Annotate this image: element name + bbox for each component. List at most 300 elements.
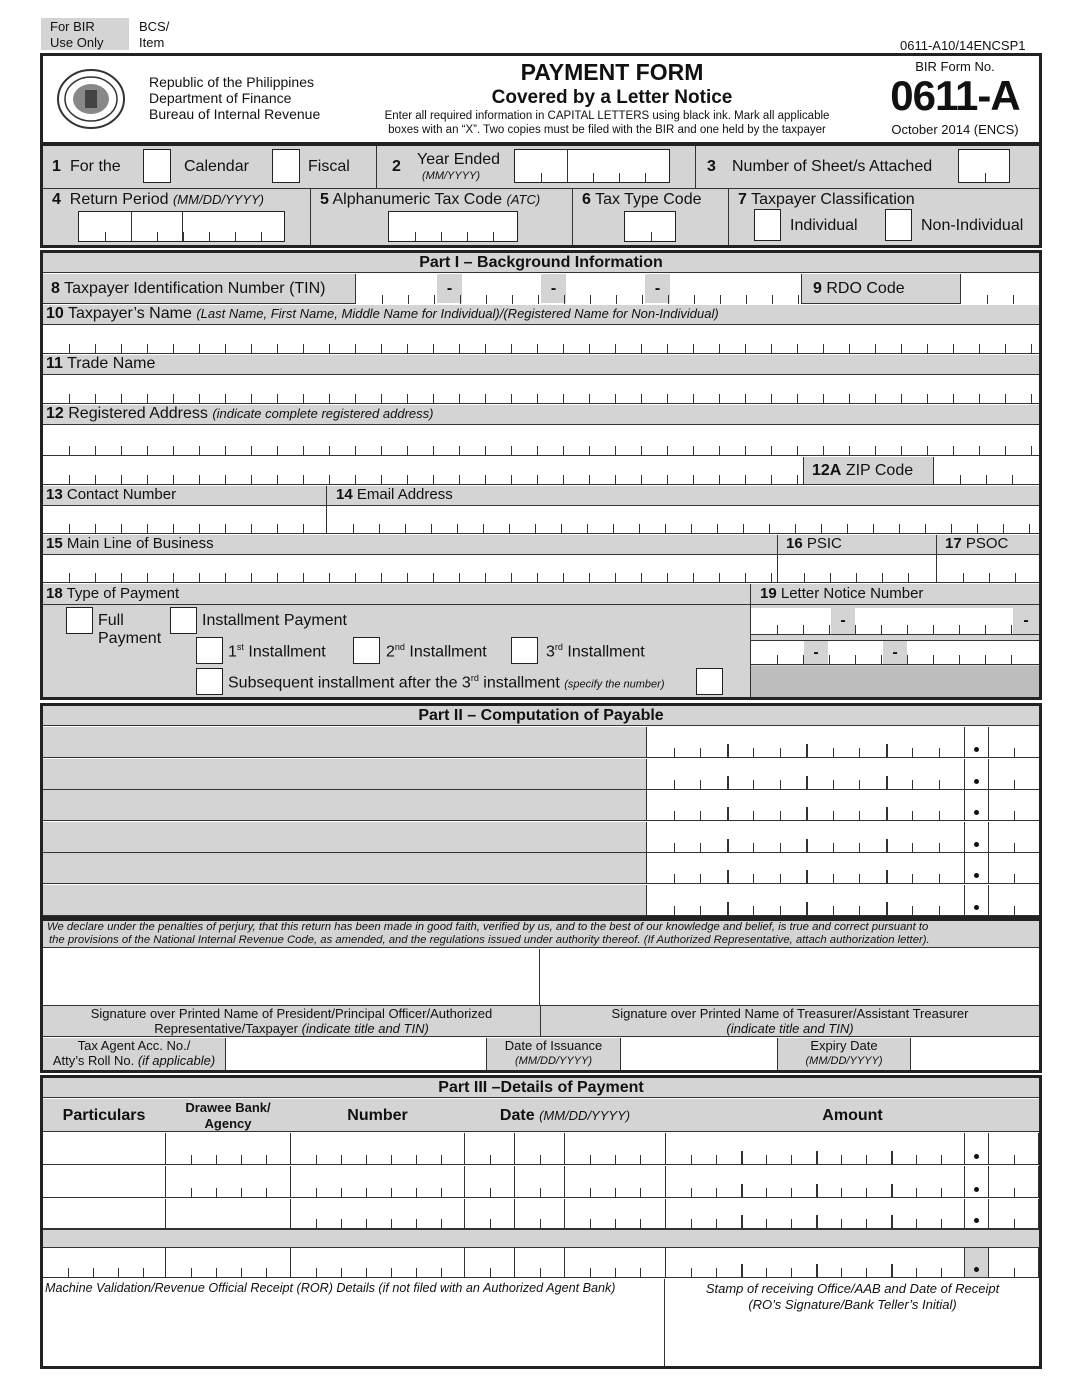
char-tick [891, 1264, 893, 1277]
char-tick [266, 1188, 267, 1197]
char-tick [916, 1155, 917, 1164]
date-dd-input[interactable] [515, 1166, 565, 1198]
char-tick [341, 1268, 342, 1277]
char-tick [329, 446, 330, 455]
third-installment-checkbox[interactable] [511, 637, 538, 664]
char-tick [441, 1219, 442, 1228]
char-tick [979, 344, 980, 353]
calendar-checkbox[interactable] [143, 149, 171, 183]
char-tick [199, 524, 200, 533]
char-tick [833, 748, 834, 757]
tin-dash: - [645, 274, 670, 303]
char-tick [859, 874, 860, 883]
char-tick [266, 1155, 267, 1164]
item-9-label [813, 280, 905, 298]
year-ended-input[interactable] [514, 149, 670, 183]
signature-left-input[interactable] [43, 949, 540, 1005]
date-mm-input[interactable] [465, 1199, 515, 1229]
char-tick [741, 1215, 743, 1228]
char-tick [540, 1188, 541, 1197]
char-tick [823, 394, 824, 403]
psic-input[interactable] [778, 556, 936, 583]
ln-dash: - [831, 608, 855, 634]
atc-abbr: (ATC) [506, 192, 541, 207]
char-tick [407, 394, 408, 403]
full-payment-checkbox[interactable] [66, 607, 93, 634]
char-tick [379, 524, 380, 533]
computation-amount-input[interactable] [646, 727, 964, 758]
char-tick [745, 394, 746, 403]
expiry-format: (MM/DD/YYYY) [805, 1055, 883, 1067]
decimal-cell [964, 790, 988, 821]
computation-cents-input[interactable] [988, 822, 1039, 853]
char-tick [147, 344, 148, 353]
char-tick [615, 475, 616, 484]
char-tick [766, 1268, 767, 1277]
char-tick [303, 344, 304, 353]
char-tick [433, 475, 434, 484]
char-tick [985, 173, 986, 182]
drawee-input[interactable] [166, 1166, 291, 1198]
divider [43, 604, 1039, 605]
date-yyyy-input[interactable] [565, 1199, 666, 1229]
taxpayer-name-input[interactable] [43, 326, 1039, 354]
part2-title: Part II – Computation of Payable [43, 706, 1039, 726]
char-tick [907, 625, 908, 634]
char-tick [1014, 1188, 1015, 1197]
cents-input[interactable] [989, 1133, 1039, 1165]
char-tick [667, 344, 668, 353]
date-mm-input[interactable] [465, 1248, 515, 1278]
number-input[interactable] [291, 1199, 465, 1229]
computation-cents-input[interactable] [988, 885, 1039, 916]
psoc-input[interactable] [937, 556, 1039, 583]
char-tick [791, 1188, 792, 1197]
char-tick [199, 475, 200, 484]
decimal-cell [964, 853, 988, 884]
char-tick [540, 1268, 541, 1277]
decimal-point [974, 842, 979, 847]
drawee-header-2: Agency [204, 1116, 252, 1131]
char-tick [235, 232, 236, 241]
char-tick [816, 1264, 818, 1277]
taxpayer-name-label: Taxpayer’s Name [67, 305, 192, 322]
char-tick [329, 394, 330, 403]
cents-input[interactable] [989, 1166, 1039, 1198]
char-tick [939, 811, 940, 820]
char-tick [1005, 394, 1006, 403]
computation-amount-input[interactable] [646, 790, 964, 821]
item-9-number: 9 [813, 280, 822, 297]
char-tick [1015, 573, 1016, 582]
char-tick [483, 524, 484, 533]
date-mm-input[interactable] [465, 1166, 515, 1198]
char-tick [329, 344, 330, 353]
char-tick [741, 1184, 743, 1197]
return-period-input[interactable] [78, 211, 285, 242]
atc-input[interactable] [388, 211, 518, 242]
form-number: 0611-A [890, 72, 1020, 119]
char-tick [563, 475, 564, 484]
char-tick [720, 295, 721, 304]
divider [310, 189, 311, 245]
char-tick [121, 524, 122, 533]
char-tick [69, 573, 70, 582]
char-tick [590, 1188, 591, 1197]
trade-name-input[interactable] [43, 376, 1039, 404]
char-tick [953, 344, 954, 353]
char-tick [771, 573, 772, 582]
char-tick [674, 780, 675, 789]
decimal-point [974, 1267, 979, 1272]
char-tick [1014, 874, 1015, 883]
char-tick [916, 1268, 917, 1277]
char-tick [963, 573, 964, 582]
tax-type-input[interactable] [624, 211, 676, 242]
char-tick [615, 446, 616, 455]
address-input-line-2[interactable] [43, 457, 803, 485]
computation-amount-input[interactable] [646, 885, 964, 916]
char-tick [490, 1188, 491, 1197]
char-tick [691, 524, 692, 533]
form-code: 0611-A10/14ENCSP1 [900, 38, 1026, 53]
decimal-point [974, 905, 979, 910]
char-tick [69, 394, 70, 403]
char-tick [1014, 780, 1015, 789]
char-tick [741, 1151, 743, 1164]
letter-notice-input-2[interactable] [751, 640, 1039, 665]
char-tick [69, 475, 70, 484]
char-tick [540, 1155, 541, 1164]
email-input[interactable] [327, 507, 1039, 534]
char-tick [433, 446, 434, 455]
item-8-label [51, 280, 326, 298]
issuance-date-input[interactable] [620, 1038, 778, 1070]
char-tick [590, 1219, 591, 1228]
char-tick [925, 524, 926, 533]
stamp-label-2: (RO’s Signature/Bank Teller’s Initial) [748, 1297, 957, 1312]
decimal-cell [964, 822, 988, 853]
char-tick [251, 344, 252, 353]
char-tick [225, 344, 226, 353]
tin-dash: - [437, 274, 462, 303]
amount-input[interactable] [666, 1248, 965, 1278]
char-tick [881, 655, 882, 664]
char-tick [841, 1155, 842, 1164]
rdo-input[interactable] [960, 274, 1039, 304]
computation-amount-input[interactable] [646, 822, 964, 853]
char-tick [615, 1268, 616, 1277]
char-tick [916, 1188, 917, 1197]
char-tick [366, 1219, 367, 1228]
char-tick [316, 1268, 317, 1277]
char-tick [986, 475, 987, 484]
subsequent-number-input[interactable] [696, 668, 723, 695]
letter-notice-shaded [751, 666, 1039, 697]
individual-label: Individual [790, 217, 858, 234]
char-tick [563, 446, 564, 455]
third-installment-label [546, 642, 645, 661]
computation-cents-input[interactable] [988, 853, 1039, 884]
char-tick [881, 625, 882, 634]
char-tick [225, 573, 226, 582]
tin-input[interactable] [355, 274, 802, 304]
form-no-label: BIR Form No. [915, 59, 995, 74]
char-tick [277, 344, 278, 353]
char-tick [225, 524, 226, 533]
item-5-number: 5 [320, 191, 329, 208]
agent-text: Atty’s Roll No. [52, 1053, 135, 1068]
char-tick [979, 446, 980, 455]
declaration-line-1: We declare under the penalties of perjury, that this return has been made in good faith, verified by us, and to the best of our knowledge and belief, is true and correct pursuant to [47, 921, 929, 933]
subsequent-installment-checkbox[interactable] [196, 668, 223, 695]
char-tick [806, 744, 808, 757]
item-4-number: 4 [52, 191, 61, 208]
decimal-point [974, 873, 979, 878]
email-label: Email Address [356, 486, 453, 503]
char-tick [866, 1155, 867, 1164]
char-tick [886, 807, 888, 820]
char-tick [68, 1268, 69, 1277]
machine-validation-label: Machine Validation/Revenue Official Receipt (ROR) Details (if not filed with an Authorized Agent Bank) [45, 1281, 616, 1295]
item-18-number: 18 [46, 585, 63, 602]
computation-cents-input[interactable] [988, 759, 1039, 790]
signature-right-input[interactable] [541, 949, 1039, 1005]
non-individual-label: Non-Individual [921, 217, 1024, 234]
date-mm-input[interactable] [465, 1133, 515, 1165]
char-tick [131, 232, 132, 241]
computation-amount-input[interactable] [646, 853, 964, 884]
char-tick [490, 1155, 491, 1164]
drawee-input[interactable] [166, 1248, 291, 1278]
char-tick [806, 870, 808, 883]
computation-cents-input[interactable] [988, 790, 1039, 821]
char-tick [511, 446, 512, 455]
date-yyyy-input[interactable] [565, 1248, 666, 1278]
expiry-label: Expiry Date [810, 1038, 878, 1053]
individual-checkbox[interactable] [754, 209, 781, 241]
computation-amount-input[interactable] [646, 759, 964, 790]
char-tick [886, 839, 888, 852]
cents-input[interactable] [989, 1199, 1039, 1229]
sheets-attached-input[interactable] [958, 149, 1010, 183]
installment-checkbox[interactable] [170, 607, 197, 634]
address-input-line-1[interactable] [43, 426, 1039, 456]
char-tick [674, 748, 675, 757]
char-tick [1014, 906, 1015, 915]
part3-title: Part III –Details of Payment [43, 1078, 1039, 1098]
char-tick [1014, 811, 1015, 820]
sig-left-note: (indicate title and TIN) [301, 1021, 429, 1036]
char-tick [95, 446, 96, 455]
char-tick [241, 1188, 242, 1197]
char-tick [780, 874, 781, 883]
char-tick [434, 295, 435, 304]
item-16-label [786, 535, 842, 552]
date-dd-input[interactable] [515, 1133, 565, 1165]
issuance-format: (MM/DD/YYYY) [515, 1055, 592, 1067]
char-tick [485, 344, 486, 353]
char-tick [927, 446, 928, 455]
char-tick [433, 344, 434, 353]
char-tick [1014, 748, 1015, 757]
item-12a-number: 12A [812, 462, 842, 479]
third-num: 3 [546, 643, 555, 661]
char-tick [873, 524, 874, 533]
zip-input[interactable] [933, 457, 1039, 485]
non-individual-checkbox[interactable] [885, 209, 912, 241]
amount-input[interactable] [666, 1166, 965, 1198]
char-tick [640, 1219, 641, 1228]
char-tick [912, 906, 913, 915]
char-tick [816, 1184, 818, 1197]
char-tick [979, 394, 980, 403]
char-tick [251, 394, 252, 403]
char-tick [772, 295, 773, 304]
amount-input[interactable] [666, 1199, 965, 1229]
fiscal-checkbox[interactable] [272, 149, 300, 183]
char-tick [833, 811, 834, 820]
char-tick [719, 446, 720, 455]
contact-input[interactable] [43, 507, 326, 534]
char-tick [777, 625, 778, 634]
char-tick [1031, 394, 1032, 403]
char-tick [1013, 295, 1014, 304]
char-tick [105, 232, 106, 241]
address-label: Registered Address [68, 405, 208, 422]
issuance-label: Date of Issuance [504, 1038, 603, 1053]
trade-name-label-row [43, 355, 1039, 375]
subsequent-note: (specify the number) [564, 678, 665, 691]
char-tick [541, 173, 542, 182]
char-tick [173, 344, 174, 353]
char-tick [780, 906, 781, 915]
char-tick [329, 573, 330, 582]
char-tick [1003, 524, 1004, 533]
char-tick [416, 1188, 417, 1197]
char-tick [329, 475, 330, 484]
char-tick [667, 573, 668, 582]
char-tick [459, 475, 460, 484]
char-tick [849, 394, 850, 403]
computation-row [43, 885, 646, 916]
char-tick [1014, 1219, 1015, 1228]
char-tick [939, 874, 940, 883]
business-input[interactable] [43, 556, 777, 583]
agent-acc-input[interactable] [225, 1038, 487, 1070]
taxpayer-name-note: (Last Name, First Name, Middle Name for Individual)/(Registered Name for Non-Individual) [196, 306, 719, 321]
installment-label: Installment Payment [202, 612, 347, 629]
first-installment-checkbox[interactable] [196, 637, 223, 664]
char-tick [746, 295, 747, 304]
second-installment-checkbox[interactable] [353, 637, 380, 664]
char-tick [382, 295, 383, 304]
date-dd-input[interactable] [515, 1248, 565, 1278]
expiry-date-input[interactable] [910, 1038, 1039, 1070]
char-tick [1014, 843, 1015, 852]
number-input[interactable] [291, 1133, 465, 1165]
char-tick [719, 475, 720, 484]
drawee-input[interactable] [166, 1133, 291, 1165]
char-tick [797, 344, 798, 353]
char-tick [69, 524, 70, 533]
char-tick [859, 906, 860, 915]
char-tick [381, 344, 382, 353]
char-tick [901, 394, 902, 403]
char-tick [700, 811, 701, 820]
item-13-number: 13 [46, 486, 63, 503]
year-ended-format: (MM/YYYY) [422, 170, 481, 182]
char-tick [381, 475, 382, 484]
item-7-label [738, 191, 915, 209]
char-tick [615, 1188, 616, 1197]
number-input[interactable] [291, 1166, 465, 1198]
computation-cents-input[interactable] [988, 727, 1039, 758]
address-note: (indicate complete registered address) [212, 406, 434, 421]
char-tick [173, 573, 174, 582]
cents-input[interactable] [989, 1248, 1039, 1278]
char-tick [912, 748, 913, 757]
item-8-number: 8 [51, 280, 60, 297]
char-tick [791, 1155, 792, 1164]
char-tick [341, 1155, 342, 1164]
char-tick [727, 807, 729, 820]
char-tick [674, 906, 675, 915]
char-tick [849, 446, 850, 455]
amount-input[interactable] [666, 1133, 965, 1165]
date-dd-input[interactable] [515, 1199, 565, 1229]
char-tick [939, 843, 940, 852]
char-tick [816, 1151, 818, 1164]
item-16-number: 16 [786, 535, 803, 552]
char-tick [589, 394, 590, 403]
decimal-cell [964, 885, 988, 916]
char-tick [727, 839, 729, 852]
item-12a-label [812, 462, 913, 480]
char-tick [303, 394, 304, 403]
number-input[interactable] [291, 1248, 465, 1278]
char-tick [355, 475, 356, 484]
char-tick [589, 344, 590, 353]
char-tick [1005, 446, 1006, 455]
char-tick [743, 524, 744, 533]
char-tick [771, 394, 772, 403]
char-tick [381, 446, 382, 455]
char-tick [277, 524, 278, 533]
date-yyyy-input[interactable] [565, 1133, 666, 1165]
char-tick [700, 780, 701, 789]
computation-row [43, 822, 646, 853]
instructions-line-2: boxes with an “X”. Two copies must be filed with the BIR and one held by the taxpayer [388, 124, 826, 136]
char-tick [665, 524, 666, 533]
char-tick [927, 394, 928, 403]
contact-label: Contact Number [66, 486, 177, 503]
char-tick [199, 446, 200, 455]
char-tick [645, 173, 646, 182]
date-yyyy-input[interactable] [565, 1166, 666, 1198]
item-14-label [336, 486, 453, 503]
char-tick [593, 173, 594, 182]
char-tick [674, 874, 675, 883]
classification-label: Taxpayer Classification [751, 191, 915, 208]
char-tick [69, 344, 70, 353]
letter-notice-input-1[interactable] [751, 608, 1039, 635]
agency-line-2: Department of Finance [149, 90, 292, 106]
others-particulars-input[interactable] [43, 1248, 166, 1278]
char-tick [833, 874, 834, 883]
char-tick [459, 394, 460, 403]
particulars-header: Particulars [62, 1107, 146, 1124]
